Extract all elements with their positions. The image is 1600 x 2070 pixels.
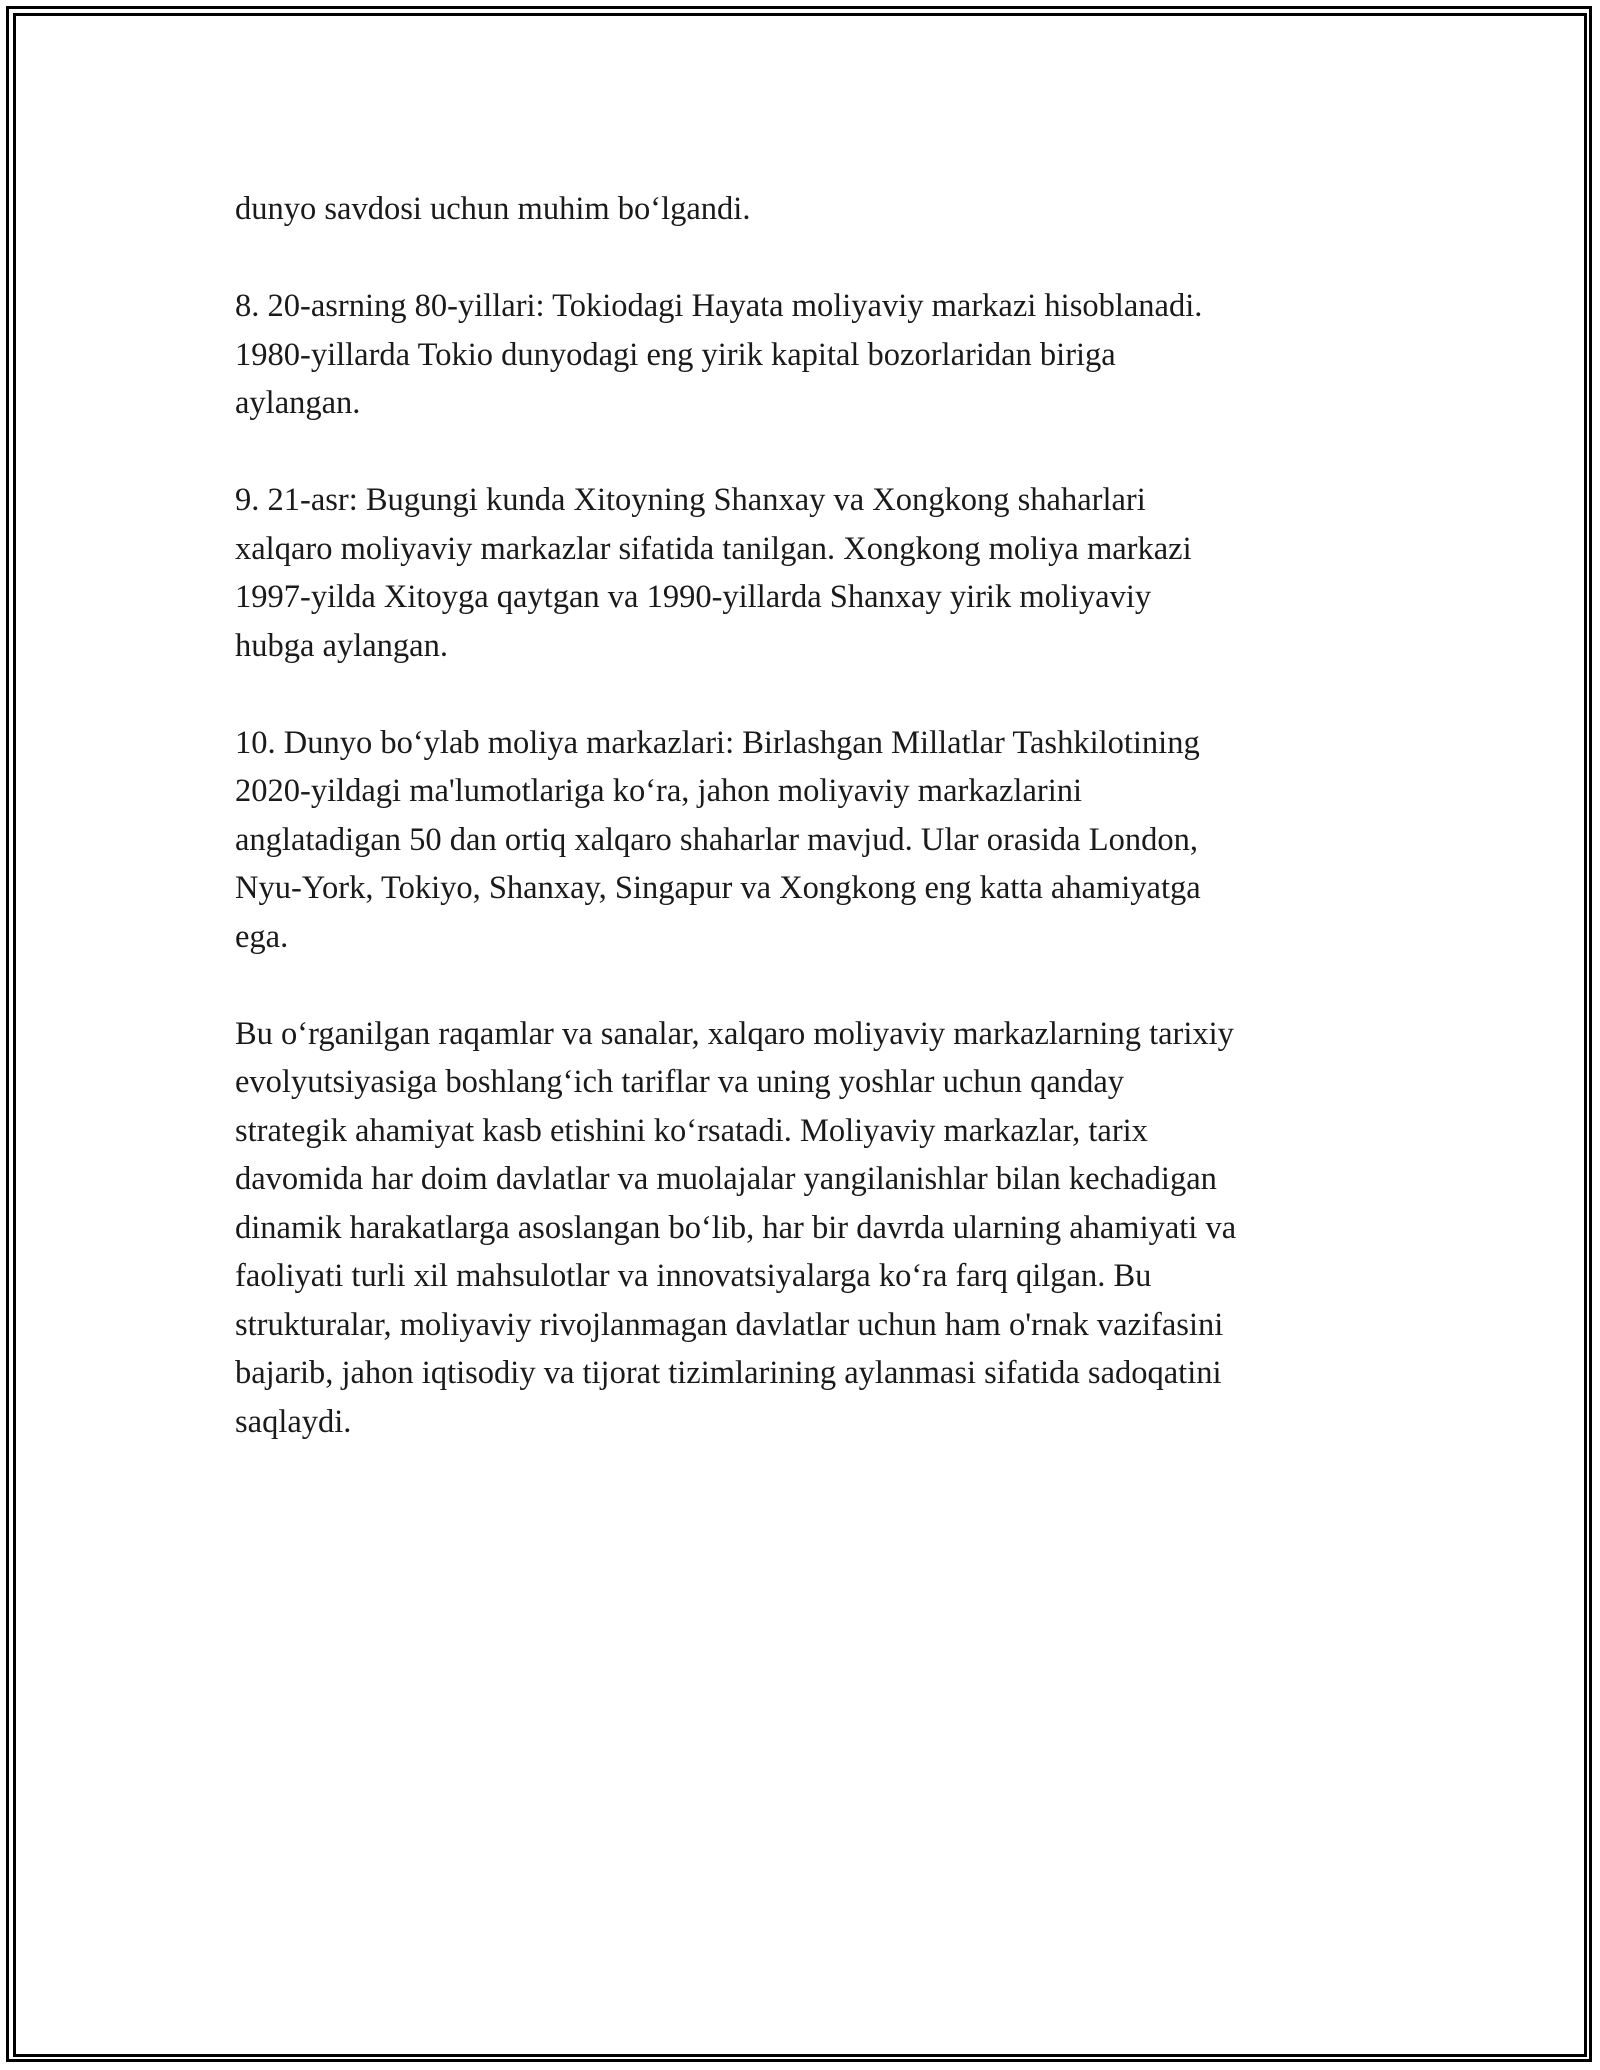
paragraph-continuation: dunyo savdosi uchun muhim bo‘lgandi. (235, 191, 751, 227)
paragraph-conclusion: Bu o‘rganilgan raqamlar va sanalar, xalqaro moliyaviy markazlarning tarixiy evolyutsiyasiga boshlang‘ich tariflar va uning yoshlar uchun qanday strategik ahamiyat kasb etishini ko‘rsatadi. Moliyaviy markazlar, tarix davomida har doim davlatlar va muolajalar yangilanishlar bilan kechadigan dinamik harakatlarga asoslangan bo‘lib, har bir davrda ularning ahamiyati va faoliyati turli xil mahsulotlar va innovatsiyalarga ko‘ra farq qilgan. Bu strukturalar, moliyaviy rivojlanmagan davlatlar uchun ham o'rnak vazifasini bajarib, jahon iqtisodiy va tijorat tizimlarining aylanmasi sifatida sadoqatini saqlaydi. (235, 1015, 1237, 1440)
paragraph-item-8: 8. 20-asrning 80-yillari: Tokiodagi Hayata moliyaviy markazi hisoblanadi. 1980-yillarda Tokio dunyodagi eng yirik kapital bozorlaridan biriga aylangan. (235, 288, 1203, 421)
paragraph-item-9: 9. 21-asr: Bugungi kunda Xitoyning Shanxay va Xongkong shaharlari xalqaro moliyaviy markazlar sifatida tanilgan. Xongkong moliya markazi 1997-yilda Xitoyga qaytgan va 1990-yillarda Shanxay yirik moliyaviy hubga aylangan. (235, 482, 1192, 664)
paragraph-item-10: 10. Dunyo bo‘ylab moliya markazlari: Birlashgan Millatlar Tashkilotining 2020-yildagi ma'lumotlariga ko‘ra, jahon moliyaviy markazlarini anglatadigan 50 dan ortiq xalqaro shaharlar mavjud. Ular orasida London, Nyu-York, Tokiyo, Shanxay, Singapur va Xongkong eng katta ahamiyatga ega. (235, 724, 1201, 955)
document-body (235, 185, 1385, 1495)
